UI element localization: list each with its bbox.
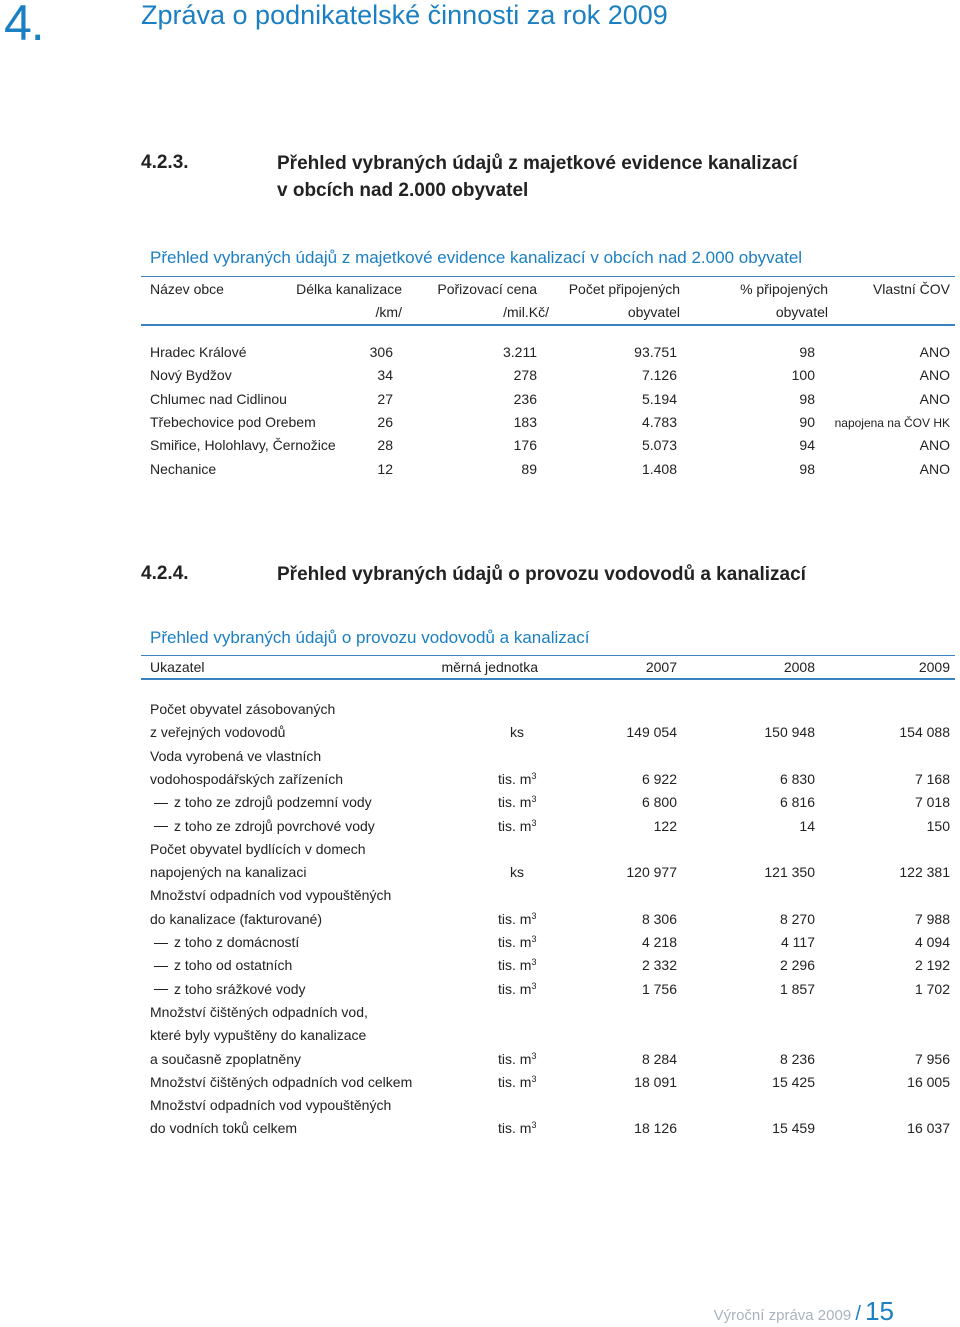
indicator-label: z toho ze zdrojů podzemní vody [154,794,372,810]
indicator-label: Množství čištěných odpadních vod, [150,1003,368,1020]
indicator-label: z toho z domácností [154,934,299,950]
value-2007: 18 126 [634,1120,677,1137]
indicator-label: z toho od ostatních [154,957,292,973]
unit-cell: tis. $m^3$ [498,794,537,811]
value-2009: 7 018 [914,794,950,811]
value-2007: 8 284 [641,1050,677,1067]
municipality-name: Třebechovice pod Orebem [150,413,316,430]
unit-cell: tis. $m^3$ [498,934,537,950]
column-header-unit: /mil.Kč/ [503,304,549,320]
value-2008: 8 236 [779,1050,815,1067]
value-2007: 1 756 [641,980,677,997]
table-cell: 7.126 [641,367,677,384]
column-header-unit: /km/ [375,304,402,320]
value-2007: 4 218 [641,934,677,950]
dash-marker [154,803,168,804]
indicator-label: z veřejných vodovodů [150,724,286,741]
municipality-name: Smiřice, Holohlavy, Černožice [150,437,336,454]
table-cell: 236 [513,390,537,407]
municipality-name: Nový Bydžov [150,367,232,384]
value-2008: 2 296 [779,957,815,974]
indicator-label: Voda vyrobená ve vlastních [150,747,322,764]
table-cell: ANO [919,390,950,407]
column-header: 2007 [645,659,677,675]
chapter-number: 4. [4,0,44,51]
unit-cell: ks [510,864,524,881]
unit-superscript: 3 [531,794,537,805]
footer-report: Výroční zpráva 2009 [713,1307,852,1324]
section-title-line: v obcích nad 2.000 obyvatel [277,180,529,201]
indicator-label: do vodních toků celkem [150,1120,298,1137]
value-2008: 15 459 [772,1120,815,1137]
table-cell: 89 [521,460,537,477]
indicator-label: z toho ze zdrojů povrchové vody [154,818,375,834]
table-rule [141,655,955,656]
indicator-label: z toho srážkové vody [154,981,306,997]
value-2009: 2 192 [914,957,950,974]
table-cell: ANO [919,367,950,384]
value-2008: 4 117 [781,934,815,950]
table-cell: 278 [513,367,537,384]
municipality-name: Chlumec nad Cidlinou [150,390,287,407]
value-2007: 6 922 [641,770,677,787]
table-cell: 26 [377,413,393,430]
value-2008: 8 270 [779,910,815,927]
section-title-line: Přehled vybraných údajů z majetkové evidence kanalizací [277,153,798,174]
page-number: 15 [865,1296,894,1326]
column-header-unit: obyvatel [627,304,680,320]
column-header-unit: obyvatel [775,304,828,320]
section-number: 4.2.3. [141,152,189,173]
value-2008: 14 [799,817,815,834]
column-header: Název obce [150,281,224,297]
table-cell: 100 [791,367,815,384]
value-2009: 122 381 [899,864,950,881]
dash-marker [154,943,168,944]
table-cell: 94 [799,437,815,454]
unit-cell: tis. $m^3$ [498,770,537,787]
value-2008: 1 857 [779,980,815,997]
indicator-label: Počet obyvatel bydlících v domech [150,840,366,857]
value-2009: 154 088 [899,724,950,741]
value-2008: 121 350 [764,864,815,881]
table-rule [141,276,955,277]
table-cell: ANO [919,437,950,454]
page-footer [714,1296,894,1327]
indicator-label: a současně zpoplatněny [150,1050,301,1067]
table-cell: 98 [799,344,815,360]
table-cell: 12 [377,460,393,477]
table-caption: Přehled vybraných údajů z majetkové evidence kanalizací v obcích nad 2.000 obyvatel [150,248,803,267]
column-header: Vlastní ČOV [872,281,950,297]
dash-marker [154,826,168,827]
unit-superscript: 3 [531,1073,537,1084]
dash-marker [154,966,168,967]
value-2009: 16 037 [907,1120,950,1137]
value-2007: 149 054 [626,724,677,741]
unit-superscript: 3 [531,770,537,781]
unit-superscript: 3 [531,934,537,944]
section-number: 4.2.4. [141,563,189,584]
value-2009: 150 [926,817,950,834]
value-2008: 150 948 [764,724,815,741]
value-2007: 18 091 [634,1073,677,1090]
table-cell: 306 [369,344,393,360]
indicator-label: vodohospodářských zařízeních [150,770,343,787]
unit-cell: tis. $m^3$ [498,980,537,997]
value-2009: 7 168 [914,770,950,787]
column-header: měrná jednotka [441,659,538,675]
section-title: Přehled vybraných údajů o provozu vodovodů a kanalizací [277,564,806,585]
value-2008: 6 816 [779,794,815,811]
value-2007: 6 800 [641,794,677,811]
section-title [277,150,798,204]
unit-superscript: 3 [531,1050,537,1061]
unit-cell: ks [510,724,524,741]
table-caption: Přehled vybraných údajů o provozu vodovodů a kanalizací [150,628,590,647]
column-header: Pořizovací cena [437,281,537,297]
table-rule [141,324,955,326]
value-2009: 7 988 [914,910,950,927]
column-header: Počet připojených [568,281,680,297]
unit-cell: tis. $m^3$ [498,1050,537,1067]
table-cell: ANO [919,460,950,477]
value-2009: 4 094 [914,934,950,950]
table-cell: ANO [919,344,950,360]
table-rule [141,678,955,680]
table-cell: 93.751 [634,344,677,360]
unit-cell: tis. $m^3$ [498,817,537,834]
dash-marker [154,989,168,990]
value-2009: 7 956 [914,1050,950,1067]
unit-cell: tis. $m^3$ [498,957,537,974]
table-cell: 1.408 [641,460,677,477]
table-cell: 3.211 [503,344,537,360]
unit-superscript: 3 [531,957,537,968]
municipality-name: Nechanice [150,460,217,477]
table-cell: 98 [799,390,815,407]
footer-separator: / [855,1303,861,1325]
value-2008: 6 830 [779,770,815,787]
column-header: Ukazatel [150,659,205,675]
value-2008: 15 425 [772,1073,815,1090]
table-cell: 34 [377,367,393,384]
value-2007: 8 306 [641,910,677,927]
unit-superscript: 3 [531,1120,537,1131]
table-cell: 90 [799,413,815,430]
table-cell: 4.783 [641,413,677,430]
column-header: Délka kanalizace [296,281,402,297]
indicator-label: do kanalizace (fakturované) [150,910,322,927]
unit-superscript: 3 [531,980,537,991]
unit-cell: tis. $m^3$ [498,1120,537,1137]
value-2007: 2 332 [641,957,677,974]
value-2009: 1 702 [914,980,950,997]
value-2007: 122 [653,817,677,834]
municipality-name: Hradec Králové [150,344,247,360]
table-cell: napojena na ČOV HK [834,415,950,430]
indicator-label: které byly vypuštěny do kanalizace [150,1027,367,1044]
unit-cell: tis. $m^3$ [498,910,537,927]
value-2009: 16 005 [907,1073,950,1090]
table-cell: 176 [513,437,537,454]
table-cell: 5.073 [641,437,677,454]
column-header: 2008 [783,659,815,675]
chapter-title: Zpráva o podnikatelské činnosti za rok 2009 [141,0,668,30]
value-2007: 120 977 [626,864,677,881]
unit-superscript: 3 [531,910,537,921]
column-header: 2009 [918,659,950,675]
unit-cell: tis. $m^3$ [498,1073,537,1090]
indicator-label: Počet obyvatel zásobovaných [150,701,336,717]
unit-superscript: 3 [531,817,537,828]
table-cell: 5.194 [641,390,677,407]
indicator-label: napojených na kanalizaci [150,864,307,881]
table-cell: 98 [799,460,815,477]
indicator-label: Množství odpadních vod vypouštěných [150,1097,392,1114]
column-header: % připojených [740,281,828,297]
table-cell: 27 [377,390,393,407]
indicator-label: Množství odpadních vod vypouštěných [150,887,392,904]
table-cell: 28 [377,437,393,454]
indicator-label: Množství čištěných odpadních vod celkem [150,1073,413,1090]
table-cell: 183 [513,413,537,430]
